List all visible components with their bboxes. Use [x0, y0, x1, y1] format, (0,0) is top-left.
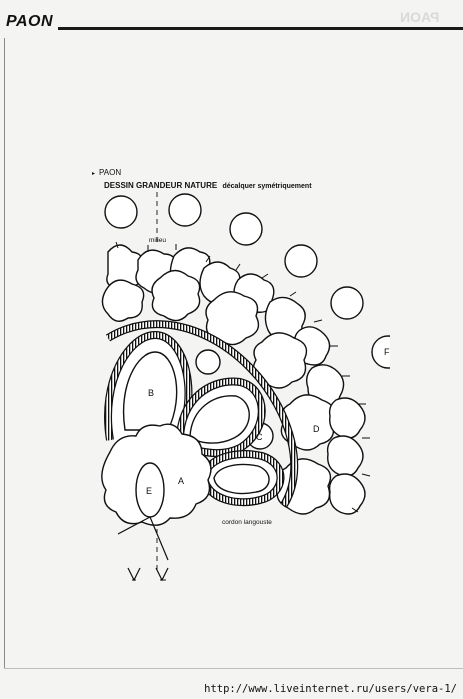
- page-header: [0, 0, 463, 40]
- bleed-through-title: PAON: [399, 9, 439, 25]
- page-title: PAON: [6, 13, 54, 30]
- caption-subtitle: DESSIN GRANDEUR NATURE: [104, 181, 218, 190]
- page-edge-line: [4, 38, 5, 668]
- label-a: A: [178, 476, 185, 486]
- label-cordon: cordon langouste: [222, 519, 272, 526]
- label-b: B: [148, 388, 155, 398]
- caption-title: PAON: [99, 168, 122, 177]
- label-milieu: milieu: [149, 237, 166, 244]
- label-f: F: [384, 347, 390, 357]
- label-e: E: [146, 486, 153, 496]
- source-url[interactable]: http://www.liveinternet.ru/users/vera-1/: [204, 683, 457, 695]
- label-c: C: [256, 432, 263, 442]
- page-bottom-line: [4, 668, 463, 669]
- label-d: D: [313, 424, 320, 434]
- pattern-caption: ▸ PAON DESSIN GRANDEUR NATURE décalquer symétriquement: [92, 168, 312, 190]
- header-rule: [58, 27, 463, 30]
- caption-note: décalquer symétriquement: [222, 183, 312, 190]
- lace-pattern-drawing: [100, 180, 390, 590]
